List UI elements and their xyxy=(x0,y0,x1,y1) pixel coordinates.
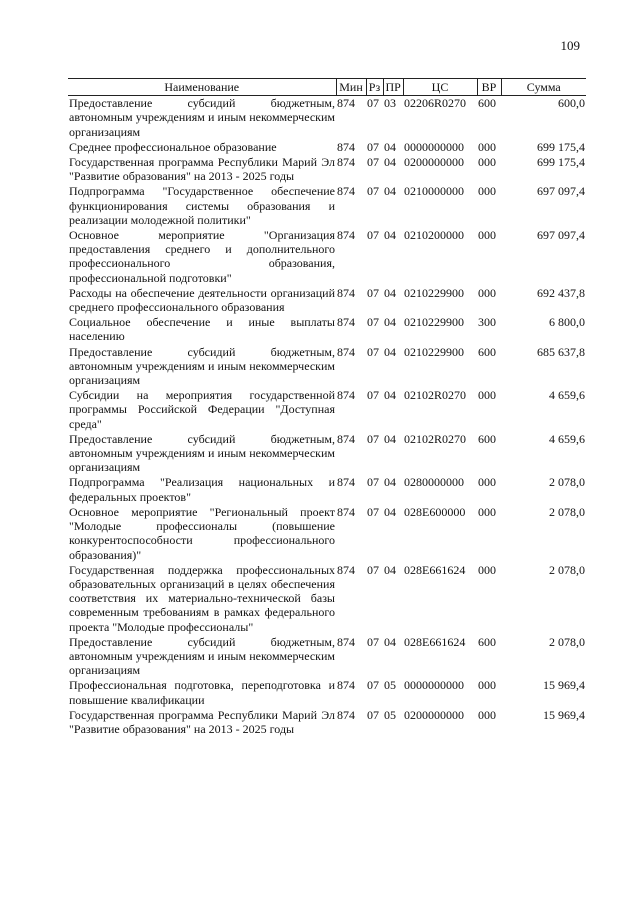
row-cs-cell: 028E661624 xyxy=(404,562,466,577)
row-rz-cell: 07 xyxy=(367,228,379,243)
row-cs-cell: 0280000000 xyxy=(404,475,464,490)
row-rz-cell: 07 xyxy=(367,344,379,359)
page-number: 109 xyxy=(560,38,580,53)
row-sum-cell: 2 078,0 xyxy=(549,475,585,490)
row-vr-cell: 600 xyxy=(478,96,496,111)
row-cs-cell: 028E600000 xyxy=(404,504,466,519)
row-rz-cell: 07 xyxy=(367,388,379,403)
row-name-cell: Подпрограмма "Государственное обеспечение функционирования системы образования и реализации молодежной политики" xyxy=(69,184,335,227)
row-cs-cell: 0000000000 xyxy=(404,139,464,154)
row-rz-cell: 07 xyxy=(367,707,379,722)
table-row xyxy=(68,285,586,314)
table-row xyxy=(68,154,586,183)
row-rz-cell: 07 xyxy=(367,315,379,330)
row-name-cell: Профессиональная подготовка, переподготовка и повышение квалификации xyxy=(69,678,335,707)
row-cs-cell: 0210229900 xyxy=(404,285,464,300)
row-pr-cell: 04 xyxy=(384,504,396,519)
row-min-cell: 874 xyxy=(337,504,355,519)
table-row xyxy=(68,344,586,388)
row-min-cell: 874 xyxy=(337,96,355,111)
row-pr-cell: 04 xyxy=(384,634,396,649)
row-sum-cell: 692 437,8 xyxy=(537,285,585,300)
table-row xyxy=(68,96,586,139)
row-name-cell: Предоставление субсидий бюджетным, автономным учреждениям и иным некоммерческим организациям xyxy=(69,96,335,139)
row-sum-cell: 697 097,4 xyxy=(537,228,585,243)
row-pr-cell: 04 xyxy=(384,344,396,359)
row-cs-cell: 0210229900 xyxy=(404,315,464,330)
row-vr-cell: 000 xyxy=(478,475,496,490)
header-pr: ПР xyxy=(383,79,403,96)
row-pr-cell: 04 xyxy=(384,388,396,403)
row-name-cell: Предоставление субсидий бюджетным, автономным учреждениям и иным некоммерческим организациям xyxy=(69,634,335,678)
table-row xyxy=(68,139,586,154)
row-cs-cell: 0210229900 xyxy=(404,344,464,359)
row-rz-cell: 07 xyxy=(367,96,379,111)
table-row xyxy=(68,183,586,227)
row-sum-cell: 15 969,4 xyxy=(543,678,585,693)
row-rz-cell: 07 xyxy=(367,431,379,446)
row-min-cell: 874 xyxy=(337,388,355,403)
row-pr-cell: 04 xyxy=(384,562,396,577)
table-row xyxy=(68,504,586,562)
row-vr-cell: 000 xyxy=(478,139,496,154)
row-pr-cell: 05 xyxy=(384,707,396,722)
row-name-cell: Государственная программа Республики Марий Эл "Развитие образования" на 2013 - 2025 годы xyxy=(69,155,335,184)
row-name-cell: Среднее профессиональное образование xyxy=(69,139,277,154)
row-min-cell: 874 xyxy=(337,634,355,649)
header-sum: Сумма xyxy=(501,79,586,96)
row-name-cell: Предоставление субсидий бюджетным, автономным учреждениям и иным некоммерческим организациям xyxy=(69,431,335,475)
table-row xyxy=(68,707,586,736)
table-row xyxy=(68,634,586,678)
row-pr-cell: 04 xyxy=(384,184,396,199)
row-vr-cell: 600 xyxy=(478,431,496,446)
header-min: Мин xyxy=(336,79,366,96)
row-min-cell: 874 xyxy=(337,285,355,300)
row-cs-cell: 0210200000 xyxy=(404,228,464,243)
row-cs-cell: 02206R0270 xyxy=(404,96,467,111)
row-name-cell: Основное мероприятие "Организация предоставления среднего и дополнительного профессионального образования, профессиональной подготовки" xyxy=(69,228,335,285)
row-rz-cell: 07 xyxy=(367,184,379,199)
row-min-cell: 874 xyxy=(337,431,355,446)
row-min-cell: 874 xyxy=(337,315,355,330)
row-name-cell: Основное мероприятие "Региональный проект "Молодые профессионалы (повышение конкурентоспособности профессионального образования)" xyxy=(69,504,335,562)
row-sum-cell: 2 078,0 xyxy=(549,504,585,519)
row-pr-cell: 04 xyxy=(384,431,396,446)
row-sum-cell: 4 659,6 xyxy=(549,388,585,403)
row-pr-cell: 04 xyxy=(384,155,396,170)
row-vr-cell: 000 xyxy=(478,285,496,300)
row-rz-cell: 07 xyxy=(367,475,379,490)
row-name-cell: Предоставление субсидий бюджетным, автономным учреждениям и иным некоммерческим организациям xyxy=(69,344,335,388)
row-cs-cell: 02102R0270 xyxy=(404,388,467,403)
table-body xyxy=(68,96,586,736)
row-pr-cell: 04 xyxy=(384,139,396,154)
table-row xyxy=(68,387,586,431)
row-min-cell: 874 xyxy=(337,678,355,693)
row-vr-cell: 000 xyxy=(478,184,496,199)
row-cs-cell: 02102R0270 xyxy=(404,431,467,446)
row-min-cell: 874 xyxy=(337,228,355,243)
row-sum-cell: 699 175,4 xyxy=(537,155,585,170)
row-pr-cell: 04 xyxy=(384,315,396,330)
header-cs: ЦС xyxy=(403,79,477,96)
row-sum-cell: 697 097,4 xyxy=(537,184,585,199)
row-vr-cell: 000 xyxy=(478,562,496,577)
table-row xyxy=(68,314,586,343)
table-row xyxy=(68,474,586,503)
row-sum-cell: 600,0 xyxy=(558,96,585,111)
row-min-cell: 874 xyxy=(337,344,355,359)
row-vr-cell: 000 xyxy=(478,155,496,170)
table-row xyxy=(68,562,586,634)
row-vr-cell: 000 xyxy=(478,228,496,243)
row-sum-cell: 2 078,0 xyxy=(549,634,585,649)
table-header-row xyxy=(68,79,586,96)
row-vr-cell: 600 xyxy=(478,344,496,359)
row-rz-cell: 07 xyxy=(367,285,379,300)
row-name-cell: Подпрограмма "Реализация национальных и федеральных проектов" xyxy=(69,475,335,504)
row-rz-cell: 07 xyxy=(367,139,379,154)
row-pr-cell: 04 xyxy=(384,285,396,300)
row-rz-cell: 07 xyxy=(367,504,379,519)
row-min-cell: 874 xyxy=(337,562,355,577)
row-name-cell: Государственная программа Республики Марий Эл "Развитие образования" на 2013 - 2025 годы xyxy=(69,707,335,736)
row-vr-cell: 000 xyxy=(478,504,496,519)
row-name-cell: Расходы на обеспечение деятельности организаций среднего профессионального образования xyxy=(69,285,335,315)
header-name: Наименование xyxy=(68,79,336,96)
row-cs-cell: 0210000000 xyxy=(404,184,464,199)
header-rz: Рз xyxy=(366,79,383,96)
row-pr-cell: 04 xyxy=(384,475,396,490)
row-vr-cell: 300 xyxy=(478,315,496,330)
row-name-cell: Субсидии на мероприятия государственной программы Российской Федерации "Доступная среда" xyxy=(69,388,335,431)
row-vr-cell: 000 xyxy=(478,707,496,722)
row-vr-cell: 000 xyxy=(478,388,496,403)
row-sum-cell: 2 078,0 xyxy=(549,562,585,577)
row-sum-cell: 699 175,4 xyxy=(537,139,585,154)
row-rz-cell: 07 xyxy=(367,634,379,649)
header-vr: ВР xyxy=(477,79,501,96)
row-pr-cell: 03 xyxy=(384,96,396,111)
row-min-cell: 874 xyxy=(337,475,355,490)
row-rz-cell: 07 xyxy=(367,678,379,693)
table-row xyxy=(68,227,586,285)
row-name-cell: Государственная поддержка профессиональных образовательных организаций в целях обеспечения соответствия их материально-технической базы современным требованиям в рамках федерального проекта "Молодые профессионалы" xyxy=(69,562,335,634)
row-sum-cell: 6 800,0 xyxy=(549,315,585,330)
row-min-cell: 874 xyxy=(337,184,355,199)
row-rz-cell: 07 xyxy=(367,155,379,170)
row-cs-cell: 0200000000 xyxy=(404,707,464,722)
row-name-cell: Социальное обеспечение и иные выплаты населению xyxy=(69,315,335,344)
row-min-cell: 874 xyxy=(337,139,355,154)
row-min-cell: 874 xyxy=(337,707,355,722)
row-sum-cell: 15 969,4 xyxy=(543,707,585,722)
row-vr-cell: 600 xyxy=(478,634,496,649)
budget-table xyxy=(68,78,586,736)
row-pr-cell: 04 xyxy=(384,228,396,243)
row-sum-cell: 4 659,6 xyxy=(549,431,585,446)
row-pr-cell: 05 xyxy=(384,678,396,693)
row-cs-cell: 0200000000 xyxy=(404,155,464,170)
row-cs-cell: 028E661624 xyxy=(404,634,466,649)
table-row xyxy=(68,431,586,475)
row-cs-cell: 0000000000 xyxy=(404,678,464,693)
row-min-cell: 874 xyxy=(337,155,355,170)
row-rz-cell: 07 xyxy=(367,562,379,577)
row-vr-cell: 000 xyxy=(478,678,496,693)
row-sum-cell: 685 637,8 xyxy=(537,344,585,359)
table-row xyxy=(68,677,586,706)
